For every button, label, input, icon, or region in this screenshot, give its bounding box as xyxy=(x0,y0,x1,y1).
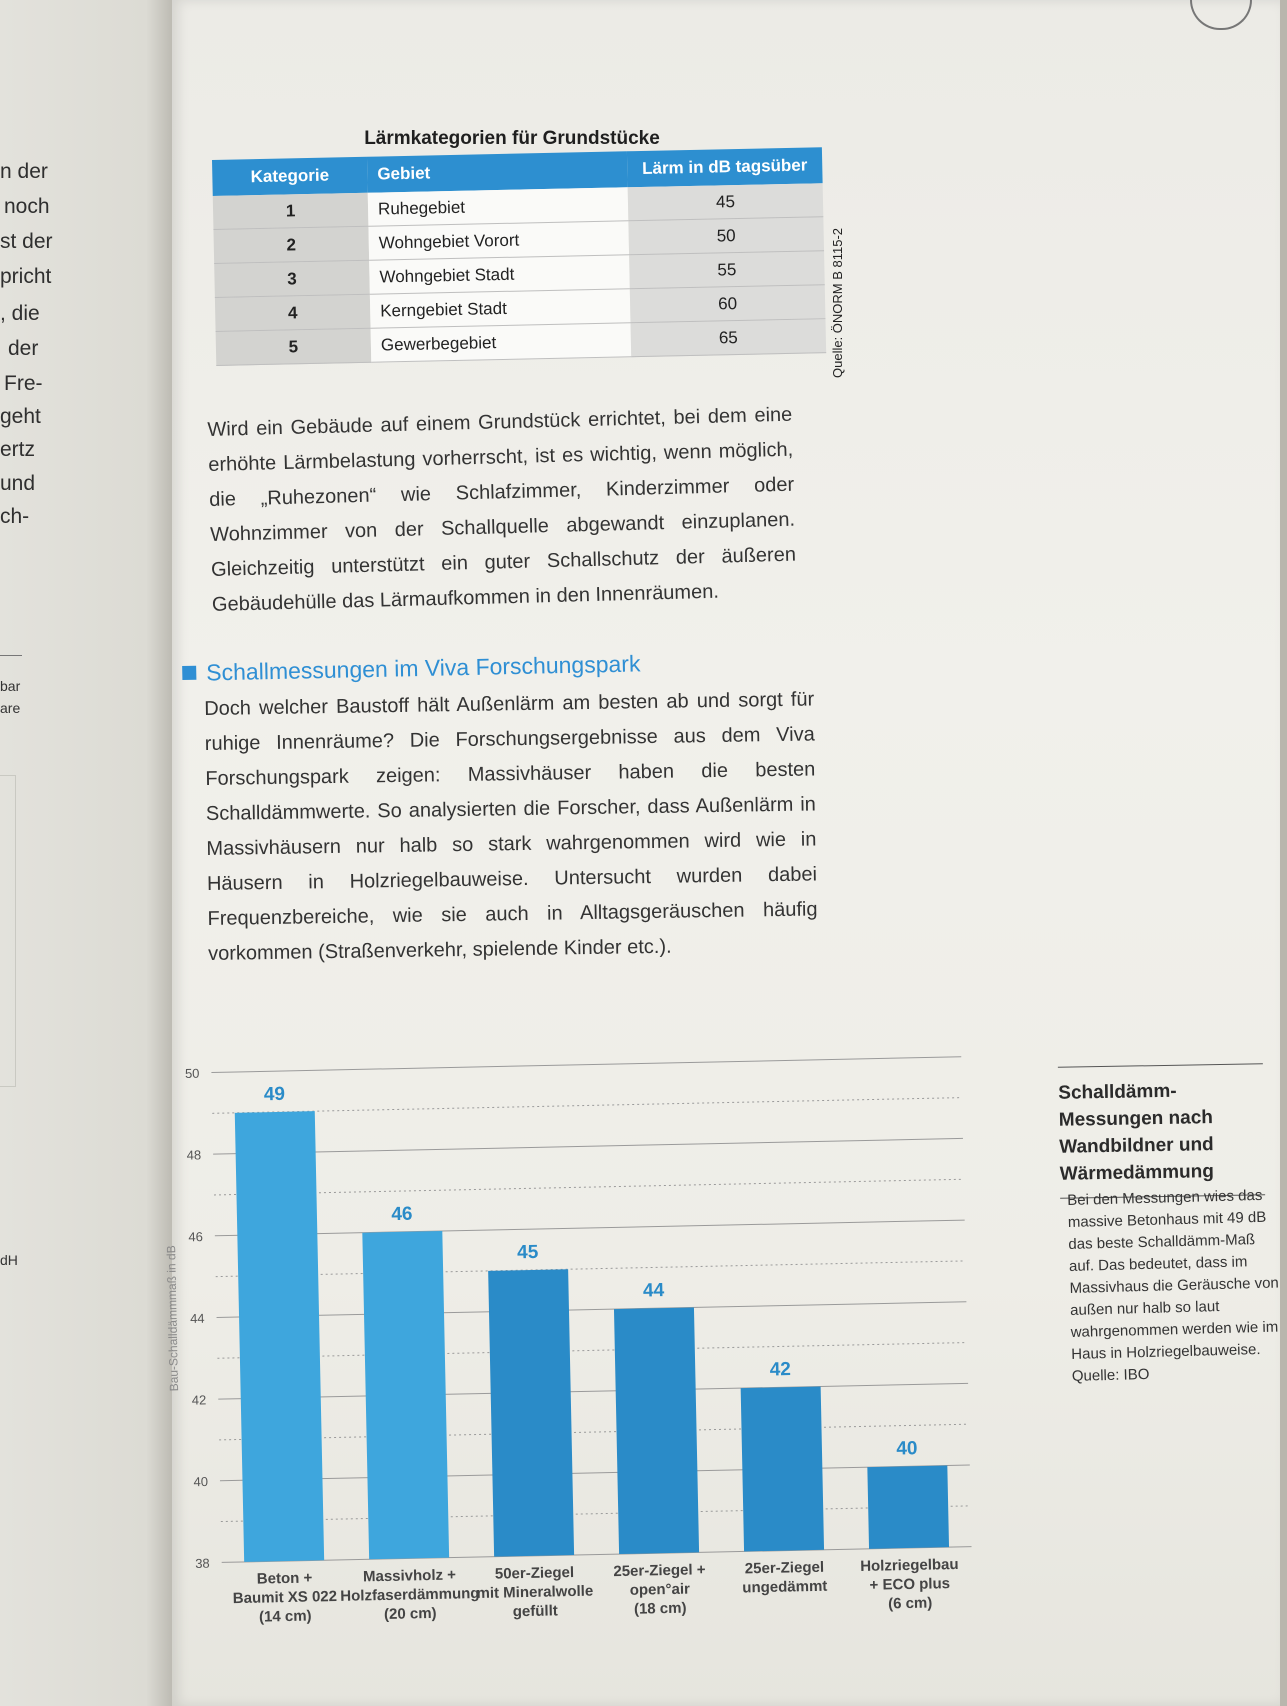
bar xyxy=(741,1386,824,1551)
intro-paragraph: Wird ein Gebäude auf einem Grundstück errichtet, bei dem eine erhöhte Lärmbelastung vorherrscht, ist es wichtig, wenn möglich, die „Ruhezonen“ wie Schlafzimmer, Kinderzimmer oder Wohnzimmer von der Schallquelle abgewandt einzuplanen. Gleichzeitig unterstützt ein guter Schallschutz der äußeren Gebäudehülle das Lärmaufkommen in den Innenräumen. xyxy=(207,403,797,616)
left-text-line: Fre- xyxy=(4,372,43,395)
bar xyxy=(362,1231,449,1559)
y-tick-label: 50 xyxy=(184,1065,200,1082)
cell-db: 55 xyxy=(629,251,825,289)
left-small-text: bar xyxy=(0,678,21,694)
y-tick-label: 44 xyxy=(189,1310,205,1326)
cell-kategorie: 3 xyxy=(214,260,370,297)
gridline xyxy=(217,1302,967,1318)
x-category-label: (20 cm) xyxy=(383,1604,437,1623)
x-category-label: Holzriegelbau xyxy=(860,1555,959,1576)
handwritten-mark xyxy=(1190,0,1252,30)
gridline xyxy=(220,1465,970,1481)
chart-plot-group xyxy=(160,1050,973,1628)
section-paragraph: Doch welcher Baustoff hält Außenlärm am besten ab und sorgt für ruhige Innenräume? Die Forschungsergebnisse aus dem Viva Forschungspark zeigen: Massivhäuser haben die besten Schalldämmwerte. So analysierten die Forscher, dass Außenlärm in Massivhäusern nur halb so stark wahrgenommen wird wie in Häusern in Holzriegelbauweise. Untersucht wurden dabei Frequenzbereiche, wie sie auch in Alltagsgeräuschen häufig vorkommen (Straßenverkehr, spielende Kinder etc.). xyxy=(204,688,818,965)
x-category-label: Massivholz + xyxy=(362,1566,457,1586)
y-tick-label: 40 xyxy=(193,1473,209,1490)
table-title: Lärmkategorien für Grundstücke xyxy=(364,128,660,149)
left-small-text: are xyxy=(0,700,21,716)
heading-bullet-square xyxy=(182,666,196,680)
gridline xyxy=(214,1179,964,1195)
gridline xyxy=(211,1057,961,1073)
bar-value-label: 46 xyxy=(391,1203,413,1226)
y-axis-label: Bau-Schalldämmmaß in dB xyxy=(164,1245,182,1392)
left-text-line: ertz xyxy=(0,438,36,461)
x-category-label: mit Mineralwolle xyxy=(476,1582,594,1603)
section-heading xyxy=(182,650,641,687)
sound-insulation-chart xyxy=(164,1035,1052,1645)
left-divider xyxy=(0,655,22,656)
bar xyxy=(867,1466,949,1549)
cell-kategorie: 2 xyxy=(213,226,369,263)
left-text-line: , die xyxy=(0,302,40,325)
x-category-label: ungedämmt xyxy=(742,1577,828,1597)
chart-side-text xyxy=(1067,1184,1287,1388)
left-text-line: und xyxy=(0,472,36,495)
left-text-line: noch xyxy=(4,195,50,218)
chart-side-source: Quelle: IBO xyxy=(1071,1365,1150,1385)
cell-kategorie: 4 xyxy=(215,294,371,331)
left-text-line: pricht xyxy=(0,265,52,288)
cell-db: 50 xyxy=(628,217,824,255)
header-kategorie: Kategorie xyxy=(212,157,368,196)
x-category-label: Baumit XS 022 xyxy=(232,1587,338,1608)
gridline xyxy=(216,1261,966,1277)
y-tick-label: 48 xyxy=(186,1147,202,1163)
cell-db: 65 xyxy=(631,319,827,357)
cell-gebiet: Wohngebiet Vorort xyxy=(368,221,629,260)
left-page xyxy=(0,0,172,1706)
cell-db: 60 xyxy=(630,285,826,323)
cell-kategorie: 5 xyxy=(216,328,372,365)
noise-category-table xyxy=(212,147,826,366)
cell-gebiet: Kerngebiet Stadt xyxy=(370,289,631,328)
header-gebiet: Gebiet xyxy=(367,151,628,192)
gridline xyxy=(217,1343,967,1359)
bar-chart-svg xyxy=(164,1035,1052,1645)
left-text-line: der xyxy=(8,337,39,360)
left-text-line: geht xyxy=(0,405,41,428)
magazine-page xyxy=(164,0,1280,1706)
x-category-label: 25er-Ziegel + xyxy=(613,1561,706,1581)
table-source: Quelle: ÖNORM B 8115-2 xyxy=(830,227,845,378)
gridline xyxy=(215,1220,965,1236)
cell-kategorie: 1 xyxy=(213,193,369,230)
chart-side-title: Schalldämm-Messungen nach Wandbildner und Wärmedämmung xyxy=(1058,1063,1265,1199)
gridline xyxy=(218,1383,968,1399)
y-tick-label: 38 xyxy=(195,1555,210,1571)
bar xyxy=(235,1111,324,1562)
x-category-label: Holzfaserdämmung xyxy=(340,1584,480,1605)
gridline xyxy=(222,1547,972,1563)
x-category-label: 50er-Ziegel xyxy=(494,1564,575,1583)
y-tick-label: 42 xyxy=(191,1392,207,1408)
section-heading-text: Schallmessungen im Viva Forschungspark xyxy=(205,650,641,686)
cell-db: 45 xyxy=(628,183,824,221)
left-text-line: ch- xyxy=(0,505,30,528)
y-tick-label: 46 xyxy=(188,1229,204,1245)
left-text-line: st der xyxy=(0,230,53,253)
bar xyxy=(488,1269,574,1556)
x-category-label: Beton + xyxy=(256,1569,313,1588)
x-category-label: (14 cm) xyxy=(258,1607,312,1626)
left-mark: dH xyxy=(0,1252,18,1268)
gridline xyxy=(219,1424,969,1440)
left-box xyxy=(0,775,16,1087)
x-category-label: gefüllt xyxy=(512,1602,558,1621)
x-category-label: (6 cm) xyxy=(887,1594,933,1613)
bar xyxy=(614,1307,699,1554)
gridline xyxy=(221,1506,971,1522)
cell-gebiet: Gewerbegebiet xyxy=(371,323,632,362)
bar-value-label: 45 xyxy=(516,1241,539,1264)
gridline xyxy=(213,1138,963,1154)
gridline xyxy=(212,1098,962,1114)
bar-value-label: 49 xyxy=(263,1083,286,1106)
bar-value-label: 44 xyxy=(642,1280,665,1302)
bar-value-label: 40 xyxy=(896,1438,918,1460)
x-category-label: 25er-Ziegel xyxy=(744,1558,825,1578)
x-category-label: + ECO plus xyxy=(869,1575,951,1594)
x-category-label: (18 cm) xyxy=(633,1599,687,1618)
left-text-line: n der xyxy=(0,160,48,183)
chart-side-description: Bei den Messungen wies das massive Betonhaus mit 49 dB das beste Schalldämm-Maß auf. Das bedeutet, dass im Massivhaus die Geräusche von außen nur halb so laut wahrgenommen werden wie im Haus in Holzriegelbauweise. xyxy=(1067,1186,1280,1363)
header-laerm: Lärm in dB tagsüber xyxy=(627,147,823,187)
x-category-label: open°air xyxy=(629,1580,691,1599)
bar-value-label: 42 xyxy=(769,1359,792,1381)
cell-gebiet: Ruhegebiet xyxy=(368,187,629,226)
cell-gebiet: Wohngebiet Stadt xyxy=(369,255,630,294)
